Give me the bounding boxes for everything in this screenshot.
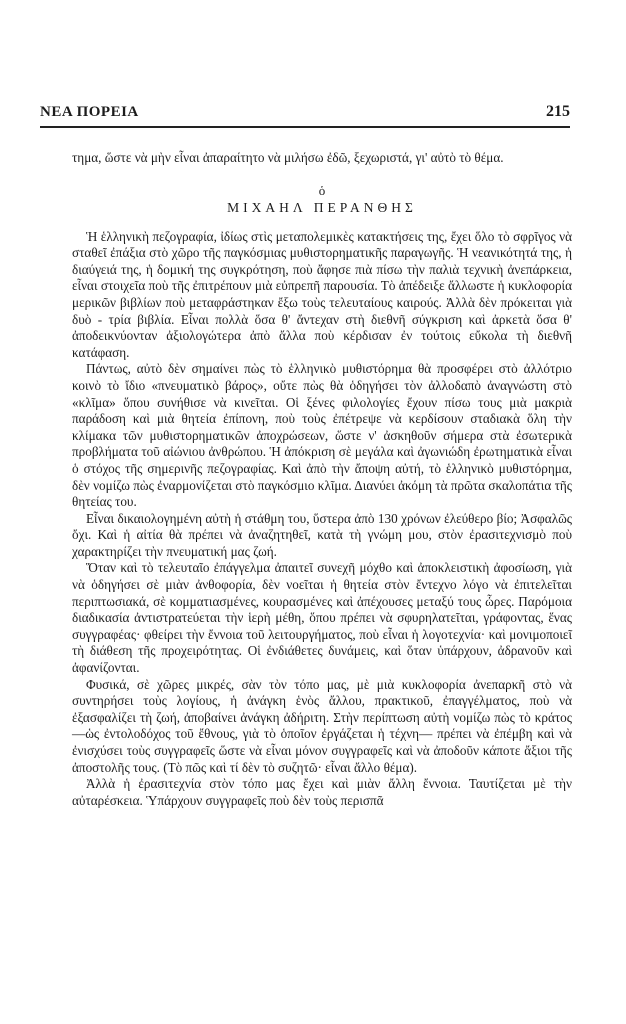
paragraph: Πάντως, αὐτὸ δὲν σημαίνει πὼς τὸ ἑλληνικὸ μυθιστόρημα θὰ προσφέρει στὸ ἀλλότριο κοινὸ τὸ ἴδιο «πνευματικὸ βάρος», οὔτε πὼς θὰ ὁδηγήσει τὸν ἀλλοδαπὸ ἀναγνώστη στὸ «κλῖμα» ὅπου συνήθισε νὰ κινεῖται. Οἱ ξένες φιλολογίες ἔχουν πίσω τους μιὰ μακριὰ παράδοση καὶ μιὰ θητεία ἐπίπονη, ποὺ τοὺς ἐπέτρεψε νὰ κερδίσουν σταδιακὰ ὅλη τὴν κλίμακα τῶν μυθιστορηματικῶν ἀποχρώσεων, ὥστε ν' ἀσκηθοῦν σήμερα στὰ ἐσωτερικὰ προβλήματα τοῦ αἰώνιου ἀνθρώπου. Ἡ ἀπόκριση σὲ μεγάλα καὶ ἀγωνιώδη ἐρωτηματικὰ εἶναι ὁ στόχος τῆς σημερινῆς πεζογραφίας. Καὶ ἀπὸ τὴν ἄποψη αὐτή, τὸ ἑλληνικὸ μυθιστόρημα, δὲν νομίζω πὼς ἐναρμονίζεται στὸ παγκόσμιο κλῖμα. Διανύει ἀκόμη τὰ πρῶτα σκαλοπάτια τῆς θητείας του.	[72, 361, 572, 510]
header-rule	[40, 126, 570, 128]
paragraph: Φυσικά, σὲ χῶρες μικρές, σὰν τὸν τόπο μας, μὲ μιὰ κυκλοφορία ἀνεπαρκῆ στὸ νὰ συντηρήσει τοὺς λογίους, ἡ ἀνάγκη ἑνὸς ἄλλου, πρακτικοῦ, ἐπαγγέλματος, ποὺ νὰ ἐξασφαλίζει τὴ ζωή, ἀποβαίνει ἀνάγκη ἀδήριτη. Στὴν περίπτωση αὐτὴ νομίζω πὼς τὸ κράτος —ὡς ἐντολοδόχος τοῦ ἔθνους, γιὰ τὸ ὁποῖον ἐργάζεται ἡ τέχνη— πρέπει νὰ ἐπέμβη καὶ νὰ ἐνισχύσει τοὺς συγγραφεῖς ὥστε νὰ εἶναι μόνον συγγραφεῖς καὶ νὰ ἀποδοῦν κάποτε ἄξιοι τῆς ἀποστολῆς τους. (Τὸ πῶς καὶ τί δὲν τὸ συζητῶ· εἶναι ἄλλο θέμα).	[72, 676, 572, 775]
journal-title: ΝΕΑ ΠΟΡΕΙΑ	[40, 104, 139, 120]
paragraph: Ὅταν καὶ τὸ τελευταῖο ἐπάγγελμα ἀπαιτεῖ συνεχῆ μόχθο καὶ ἀποκλειστικὴ ἀφοσίωση, γιὰ νὰ ὁδηγήσει σὲ μιὰν ἀνθοφορία, δὲν νοεῖται ἡ θητεία στὸν ἔντεχνο λόγο νὰ ἐπιτελεῖται περιπτωσιακά, σὲ κομματιασμένες, κουρασμένες καὶ ἀπέχουσες μεταξύ τους ὧρες. Παρόμοια διαδικασία ἀντιστρατεύεται τὴν ἱερὴ μέθη, ὅπου πρέπει νὰ σφυρηλατεῖται, γράφοντας, ἕνας συγγραφέας· φθείρει τὴν ἔννοια τοῦ λειτουργήματος, ποὺ εἶναι ἡ λογοτεχνία· καὶ μονιμοποιεῖ τὴ διάθεση τῆς προχειρότητας. Οἱ ἐνδιάθετες δυνάμεις, καὶ ὅταν ὑπάρχουν, ἀδρανοῦν καὶ ἀφανίζονται.	[72, 560, 572, 676]
body-text	[72, 150, 572, 809]
section-article: ὁ	[318, 182, 326, 198]
paragraph: Ἡ ἑλληνικὴ πεζογραφία, ἰδίως στὶς μεταπολεμικὲς κατακτήσεις της, ἔχει ὅλο τὸ σφρῖγος νὰ σταθεῖ ἐπάξια στὸ χῶρο τῆς παγκόσμιας μυθιστορηματικῆς παραγωγῆς. Ἡ νεανικότητά της, ἡ διαύγειά της, ἡ δομική της συγκρότηση, ποὺ ἄφησε πιὰ πίσω τὴν παλιὰ τεχνικὴ ἀνεπάρκεια, εἶναι στοιχεῖα ποὺ τῆς ἐπιτρέπουν μιὰ εὐπρεπῆ παρουσία. Τὸ ἀπέδειξε ἄλλωστε ἡ κυκλοφορία μερικῶν βιβλίων ποὺ μεταφράστηκαν ἔξω τοὺς τελευταίους καιρούς. Ἀλλὰ δὲν πρόκειται γιὰ δυὸ - τρία βιβλία. Εἶναι πολλὰ ὅσα θ' ἄντεχαν στὴ διεθνῆ σύγκριση καὶ ἀρκετὰ ὅσα θ' ἀποδεικνύονταν ἀξιολογώτερα ἀπὸ ἄλλα ποὺ κέρδισαν ἐν τούτοις εὔκολα τὴ διεθνῆ κατάφαση.	[72, 228, 572, 360]
paragraph: Ἀλλὰ ἡ ἐρασιτεχνία στὸν τόπο μας ἔχει καὶ μιὰν ἄλλη ἔννοια. Ταυτίζεται μὲ τὴν αὐταρέσκεια. Ὑπάρχουν συγγραφεῖς ποὺ δὲν τοὺς περισπᾶ	[72, 776, 572, 808]
paragraph: Εἶναι δικαιολογημένη αὐτὴ ἡ στάθμη του, ὕστερα ἀπὸ 130 χρόνων ἐλεύθερο βίο; Ἀσφαλῶς ὄχι. Καὶ ἡ αἰτία θὰ πρέπει νὰ ἀναζητηθεῖ, κατὰ τὴ γνώμη μου, στὸν ἐρασιτεχνισμὸ ποὺ χαρακτηρίζει τὴν πνευματική μας ζωή.	[72, 510, 572, 559]
running-header	[40, 100, 570, 126]
section-title: ΜΙΧΑΗΛ ΠΕΡΑΝΘΗΣ	[227, 199, 417, 215]
continuation-paragraph: τημα, ὥστε νὰ μὴν εἶναι ἀπαραίτητο νὰ μιλήσω ἐδῶ, ξεχωριστά, γι' αὐτὸ τὸ θέμα.	[72, 150, 504, 165]
section-heading	[72, 183, 572, 217]
page-number: 215	[546, 103, 570, 120]
